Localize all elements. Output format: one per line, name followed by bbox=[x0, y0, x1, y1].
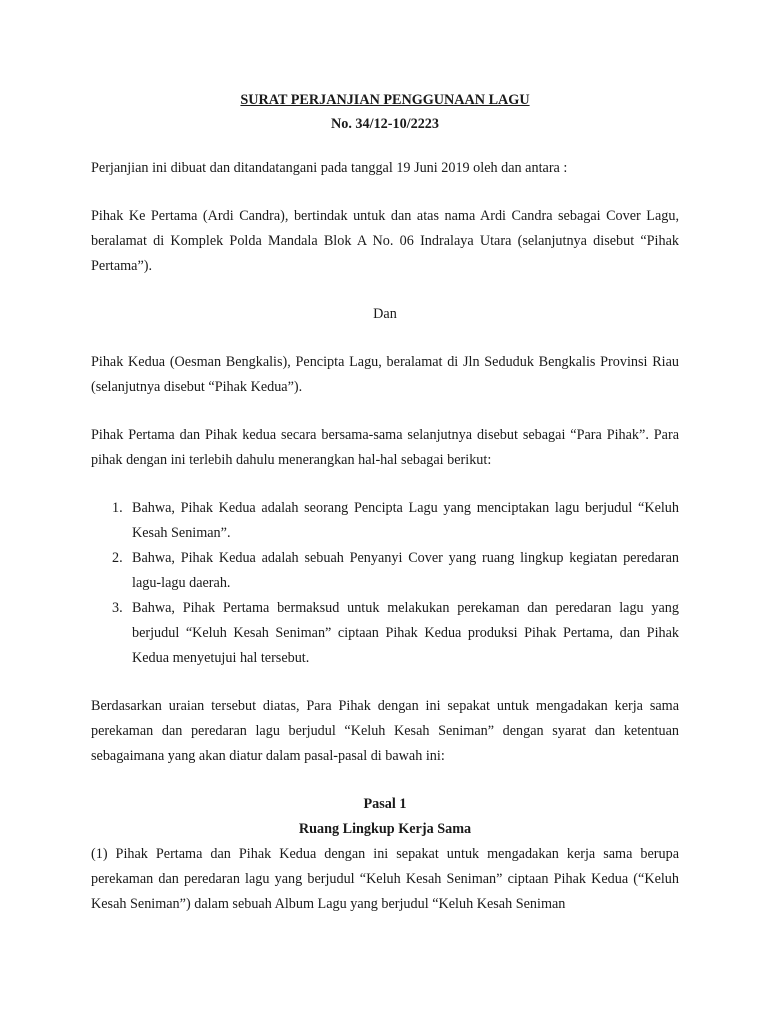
berdasarkan-paragraph: Berdasarkan uraian tersebut diatas, Para Pihak dengan ini sepakat untuk mengadakan kerja sama perekaman dan peredaran lagu berjudul “Keluh Kesah Seniman” dengan syarat dan ketentuan sebagaimana yang akan diatur dalam pasal-pasal di bawah ini: bbox=[91, 698, 679, 764]
pasal-1-heading: Pasal 1 bbox=[363, 796, 407, 812]
list-item-number: 2. bbox=[112, 550, 123, 566]
pihak-pertama-paragraph: Pihak Ke Pertama (Ardi Candra), bertindak untuk dan atas nama Ardi Candra sebagai Cover Lagu, beralamat di Komplek Polda Mandala Blok A No. 06 Indralaya Utara (selanjutnya disebut “Pihak Pertama”). bbox=[91, 208, 679, 274]
list-item-number: 1. bbox=[112, 500, 123, 516]
list-item-text: Bahwa, Pihak Pertama bermaksud untuk melakukan perekaman dan peredaran lagu yang berjudul “Keluh Kesah Seniman” ciptaan Pihak Kedua produksi Pihak Pertama, dan Pihak Kedua menyetujui hal tersebut. bbox=[132, 600, 679, 666]
list-item-text: Bahwa, Pihak Kedua adalah sebuah Penyanyi Cover yang ruang lingkup kegiatan peredaran lagu-lagu daerah. bbox=[132, 550, 679, 591]
list-item-number: 3. bbox=[112, 600, 123, 616]
list-item bbox=[91, 496, 679, 546]
document-page bbox=[91, 90, 679, 917]
list-item bbox=[91, 596, 679, 671]
dan-separator: Dan bbox=[373, 306, 397, 322]
list-item bbox=[91, 546, 679, 596]
document-title: SURAT PERJANJIAN PENGGUNAAN LAGU bbox=[240, 92, 530, 108]
recital-list bbox=[91, 496, 679, 671]
intro-paragraph: Perjanjian ini dibuat dan ditandatangani pada tanggal 19 Juni 2019 oleh dan antara : bbox=[91, 160, 568, 176]
pihak-kedua-paragraph: Pihak Kedua (Oesman Bengkalis), Pencipta Lagu, beralamat di Jln Seduduk Bengkalis Provinsi Riau (selanjutnya disebut “Pihak Kedua”). bbox=[91, 354, 679, 395]
para-pihak-paragraph: Pihak Pertama dan Pihak kedua secara bersama-sama selanjutnya disebut sebagai “Para Pihak”. Para pihak dengan ini terlebih dahulu menerangkan hal-hal sebagai berikut: bbox=[91, 427, 679, 468]
list-item-text: Bahwa, Pihak Kedua adalah seorang Pencipta Lagu yang menciptakan lagu berjudul “Keluh Kesah Seniman”. bbox=[132, 500, 679, 541]
pasal-1-subheading: Ruang Lingkup Kerja Sama bbox=[298, 821, 472, 837]
document-number: No. 34/12-10/2223 bbox=[331, 116, 439, 132]
pasal-1-clause-1: (1) Pihak Pertama dan Pihak Kedua dengan ini sepakat untuk mengadakan kerja sama berupa perekaman dan peredaran lagu yang berjudul “Keluh Kesah Seniman” ciptaan Pihak Kedua (“Keluh Kesah Seniman”) dalam sebuah Album Lagu yang berjudul “Keluh Kesah Seniman bbox=[91, 846, 679, 912]
